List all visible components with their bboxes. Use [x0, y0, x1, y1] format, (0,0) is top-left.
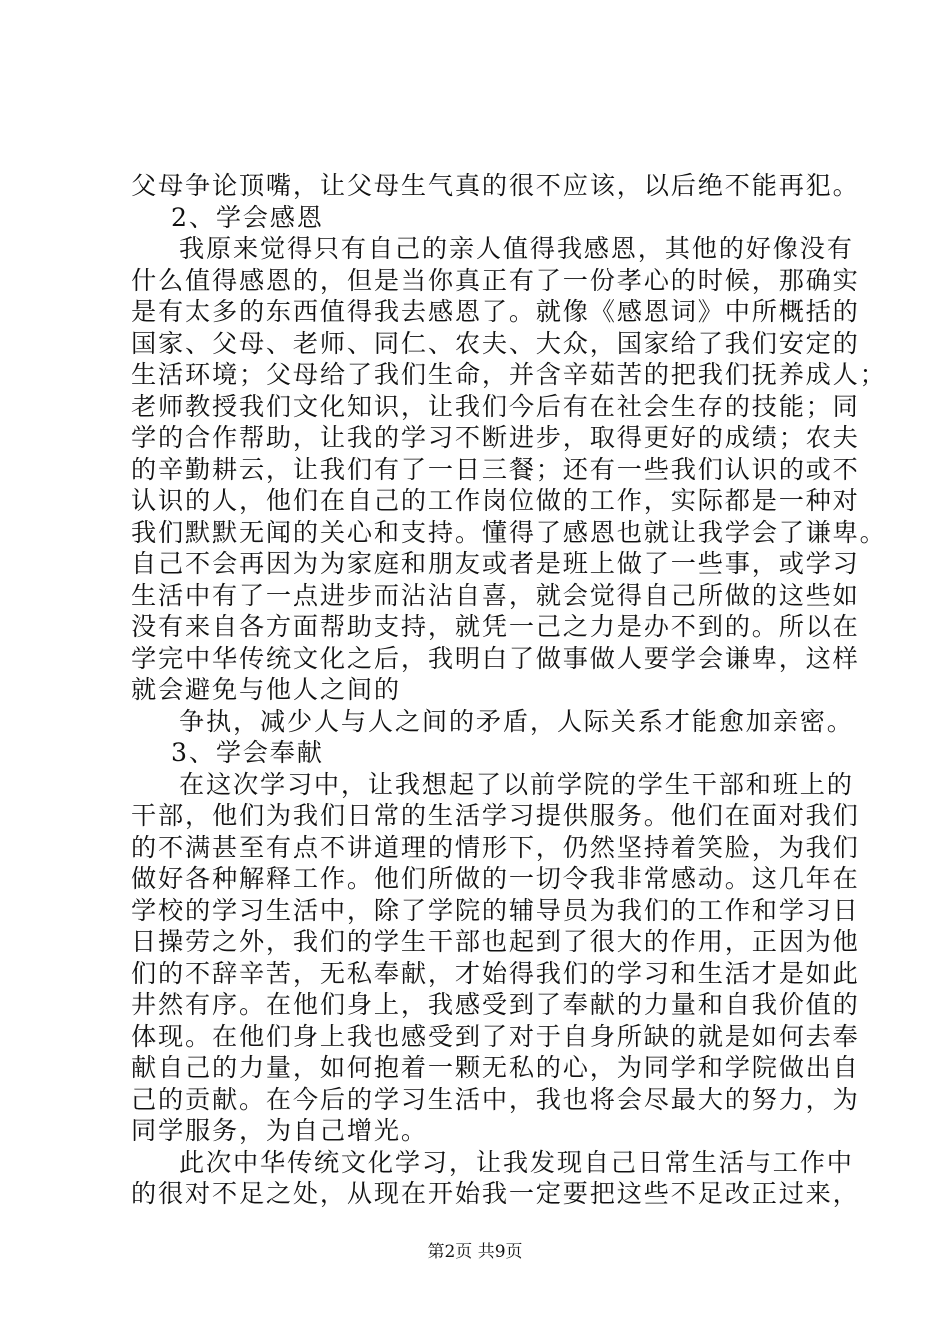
text-line: 体现。在他们身上我也感受到了对于自身所缺的就是如何去奉: [131, 1021, 860, 1051]
text-line: 我原来觉得只有自己的亲人值得我感恩，其他的好像没有: [179, 234, 854, 263]
text-line: 学完中华传统文化之后，我明白了做事做人要学会谦卑，这样: [131, 643, 860, 673]
document-body: [131, 170, 887, 1210]
text-line: 自己不会再因为为家庭和朋友或者是班上做了一些事，或学习: [131, 549, 860, 578]
section-heading: 2、学会感恩: [171, 202, 324, 232]
text-line: 的辛勤耕云，让我们有了一日三餐；还有一些我们认识的或不: [131, 454, 860, 484]
text-line: 们的不辞辛苦，无私奉献，才始得我们的学习和生活才是如此: [131, 958, 860, 988]
text-line: 己的贡献。在今后的学习生活中，我也将会尽最大的努力，为: [131, 1084, 860, 1114]
text-line: 献自己的力量，如何抱着一颗无私的心，为同学和学院做出自: [131, 1053, 860, 1082]
text-line: 生活中有了一点进步而沾沾自喜，就会觉得自己所做的这些如: [131, 580, 860, 610]
text-line: 就会避免与他人之间的: [131, 675, 401, 704]
text-line: 什么值得感恩的，但是当你真正有了一份孝心的时候，那确实: [131, 265, 860, 295]
text-line: 父母争论顶嘴，让父母生气真的很不应该，以后绝不能再犯。: [131, 171, 860, 200]
text-line: 学的合作帮助，让我的学习不断进步，取得更好的成绩；农夫: [131, 423, 860, 452]
section-heading: 3、学会奉献: [171, 738, 324, 767]
text-line: 同学服务，为自己增光。: [131, 1116, 428, 1145]
text-line: 认识的人，他们在自己的工作岗位做的工作，实际都是一种对: [131, 486, 860, 515]
page-footer: 第2页 共9页: [427, 1242, 523, 1262]
text-line: 国家、父母、老师、同仁、农夫、大众，国家给了我们安定的: [131, 328, 860, 358]
text-line: 的不满甚至有点不讲道理的情形下，仍然坚持着笑脸，为我们: [131, 832, 860, 862]
text-line: 日操劳之外，我们的学生干部也起到了很大的作用，正因为他: [131, 927, 860, 956]
text-line: 的很对不足之处，从现在开始我一定要把这些不足改正过来，: [131, 1179, 860, 1208]
text-line: 学校的学习生活中，除了学院的辅导员为我们的工作和学习日: [131, 895, 860, 925]
text-line: 生活环境；父母给了我们生命，并含辛茹苦的把我们抚养成人；: [131, 360, 887, 389]
text-line: 我们默默无闻的关心和支持。懂得了感恩也就让我学会了谦卑。: [131, 517, 887, 547]
text-line: 没有来自各方面帮助支持，就凭一己之力是办不到的。所以在: [131, 612, 860, 641]
text-line: 争执，减少人与人之间的矛盾，人际关系才能愈加亲密。: [179, 706, 854, 736]
text-line: 在这次学习中，让我想起了以前学院的学生干部和班上的: [179, 769, 854, 799]
text-line: 做好各种解释工作。他们所做的一切令我非常感动。这几年在: [131, 864, 860, 893]
text-line: 老师教授我们文化知识，让我们今后有在社会生存的技能；同: [131, 391, 860, 421]
text-line: 此次中华传统文化学习，让我发现自己日常生活与工作中: [179, 1147, 854, 1177]
text-line: 是有太多的东西值得我去感恩了。就像《感恩词》中所概括的: [131, 297, 860, 326]
text-line: 井然有序。在他们身上，我感受到了奉献的力量和自我价值的: [131, 990, 860, 1019]
text-line: 干部，他们为我们日常的生活学习提供服务。他们在面对我们: [131, 801, 860, 830]
